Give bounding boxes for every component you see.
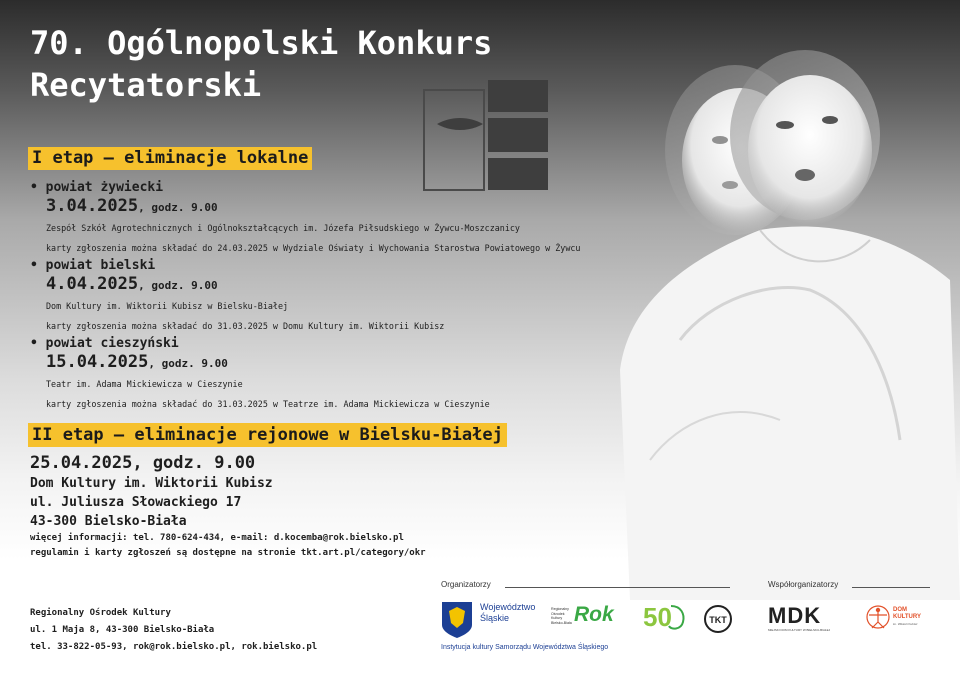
rok-street: ul. 1 Maja 8, 43-300 Bielsko-Biała — [30, 625, 215, 635]
district-bielsko — [30, 258, 444, 336]
rok-small-name: Regionalny Ośrodek Kultury Bielsko-Biała — [551, 607, 572, 625]
organizers-divider — [505, 587, 730, 588]
district-name: • powiat żywiecki — [30, 180, 580, 196]
slask-crest-icon — [441, 601, 473, 639]
district-date: 15.04.2025, godz. 9.00 — [46, 352, 228, 372]
dom-kultury-figure-icon — [866, 604, 890, 630]
etap2-date: 25.04.2025, godz. 9.00 — [30, 453, 256, 473]
regulations-line: regulamin i karty zgłoszeń są dostępne na stronie tkt.art.pl/category/okr — [30, 548, 426, 558]
district-deadline: karty zgłoszenia można składać do 31.03.2025 w Teatrze im. Adama Mickiewicza w Cieszynie — [46, 399, 490, 409]
title-line-1: 70. Ogólnopolski Konkurs — [30, 24, 493, 62]
district-venue: Dom Kultury im. Wiktorii Kubisz w Bielsku-Białej — [46, 301, 289, 311]
district-zywiec — [30, 180, 580, 258]
district-deadline: karty zgłoszenia można składać do 24.03.2025 w Wydziale Oświaty i Wychowania Starostwa Powiatowego w Żywcu — [46, 243, 581, 253]
tkt-logo-icon — [704, 603, 732, 635]
district-name: • powiat cieszyński — [30, 336, 490, 352]
slask-name: Województwo Śląskie — [480, 602, 536, 623]
rok-name: Regionalny Ośrodek Kultury — [30, 608, 171, 618]
etap1-heading: I etap – eliminacje lokalne — [28, 147, 312, 170]
coorganizers-divider — [852, 587, 930, 588]
dom-kultury-name: DOM KULTURY — [893, 607, 921, 620]
coorganizers-label: Współorganizatorzy — [768, 580, 839, 589]
district-date: 3.04.2025, godz. 9.00 — [46, 196, 218, 216]
district-venue: Teatr im. Adama Mickiewicza w Cieszynie — [46, 379, 243, 389]
rok-address — [30, 605, 317, 656]
fifty-text: 50 — [643, 602, 672, 632]
contact-info — [30, 531, 426, 561]
title-line-2: Recytatorski — [30, 66, 262, 104]
rok-logo: Rok — [574, 603, 614, 626]
district-venue: Zespół Szkół Agrotechnicznych i Ogólnokształcących im. Józefa Piłsudskiego w Żywcu-Moszczanicy — [46, 223, 520, 233]
contest-logo-icon — [423, 80, 550, 192]
district-deadline: karty zgłoszenia można składać do 31.03.2025 w Domu Kultury im. Wiktorii Kubisz — [46, 321, 445, 331]
district-name: • powiat bielski — [30, 258, 444, 274]
etap2-street: ul. Juliusza Słowackiego 17 — [30, 495, 242, 510]
etap2-city: 43-300 Bielsko-Biała — [30, 514, 187, 529]
etap2-venue: Dom Kultury im. Wiktorii Kubisz — [30, 476, 273, 491]
performer-photo — [560, 40, 960, 600]
institution-note: Instytucja kultury Samorządu Województwa Śląskiego — [441, 644, 609, 651]
tkt-text: TKT — [709, 615, 727, 625]
etap2-heading: II etap – eliminacje rejonowe w Bielsku-Białej — [28, 423, 507, 447]
mdk-logo: MDK — [768, 603, 822, 628]
district-cieszyn — [30, 336, 490, 414]
dom-kultury-subtitle: im. Wiktorii Kubisz — [893, 622, 918, 626]
mdk-subtitle: MIEJSKI DOM KULTURY W BIELSKU-BIAŁEJ — [768, 628, 831, 632]
district-date: 4.04.2025, godz. 9.00 — [46, 274, 218, 294]
contact-line: więcej informacji: tel. 780-624-434, e-mail: d.kocemba@rok.bielsko.pl — [30, 533, 404, 543]
organizers-label: Organizatorzy — [441, 580, 491, 589]
etap2-details — [30, 452, 273, 531]
fifty-years-logo-icon — [641, 600, 689, 634]
rok-contact: tel. 33-822-05-93, rok@rok.bielsko.pl, rok.bielsko.pl — [30, 642, 318, 652]
